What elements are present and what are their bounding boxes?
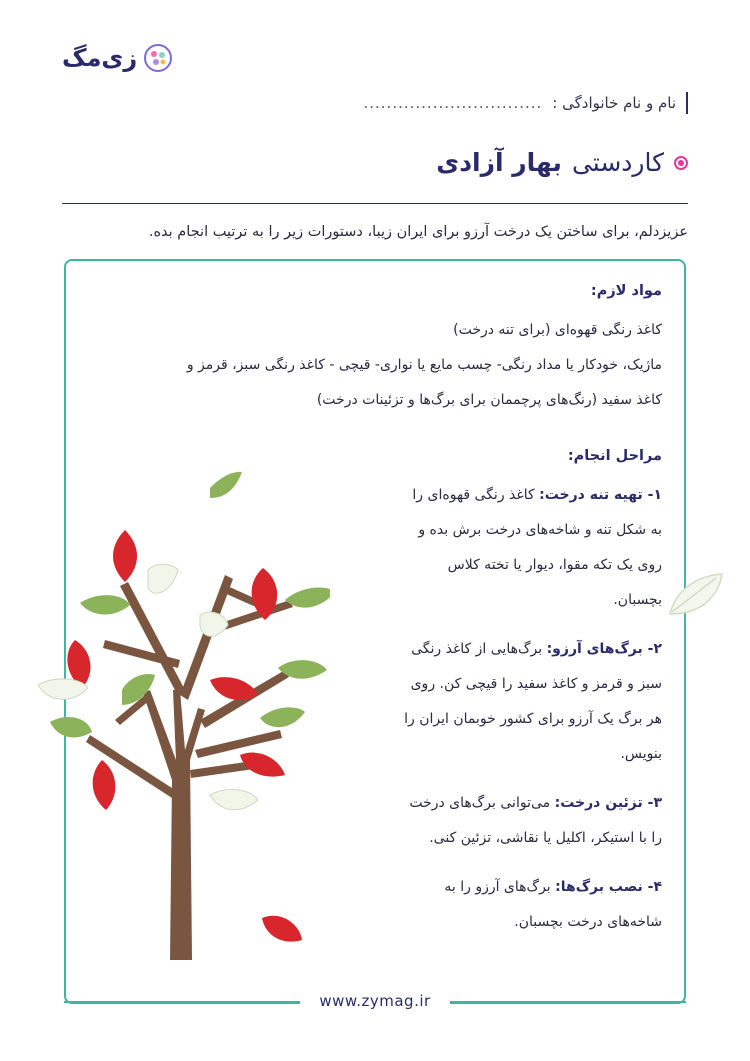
- step-title: ۱- تهیه تنه درخت:: [539, 487, 662, 503]
- step-item: [397, 786, 662, 856]
- logo: [62, 38, 177, 78]
- title-bold: بهار آزادی: [436, 148, 562, 177]
- logo-text: زی‌مگ: [62, 44, 138, 72]
- step-title: ۳- تزئین درخت:: [554, 795, 662, 811]
- title-normal: کاردستی: [571, 148, 664, 177]
- materials-line: کاغذ سفید (رنگ‌های پرچممان برای برگ‌ها و تزئینات درخت): [316, 392, 662, 408]
- step-text: برگ‌های آرزو را به شاخه‌های درخت بچسبان.: [444, 879, 662, 930]
- step-text: برگ‌هایی از کاغذ رنگی سبز و قرمز و کاغذ سفید را قیچی کن. روی هر برگ یک آرزو برای کشور خوبمان ایران را بنویس.: [404, 641, 662, 762]
- step-text: کاغذ رنگی قهوه‌ای را به شکل تنه و شاخه‌های درخت برش بده و روی یک تکه مقوا، دیوار یا تخته کلاس بچسبان.: [412, 487, 662, 608]
- step-title: ۴- نصب برگ‌ها:: [555, 879, 662, 895]
- instructions: [182, 283, 662, 954]
- step-item: [397, 478, 662, 618]
- materials-line: ماژیک، خودکار یا مداد رنگی- چسب مایع یا نواری- قیچی - کاغذ رنگی سبز، قرمز و: [186, 357, 662, 373]
- footer-url[interactable]: www.zymag.ir: [300, 992, 450, 1010]
- side-leaf-decoration: [666, 570, 726, 618]
- step-title: ۲- برگ‌های آرزو:: [546, 641, 662, 657]
- name-field-dots: ...............................: [363, 94, 543, 112]
- footer-rule-right: [446, 1001, 686, 1003]
- logo-icon: [143, 43, 173, 73]
- footer-rule-left: [64, 1001, 304, 1003]
- steps-heading: مراحل انجام:: [567, 448, 662, 464]
- leaf-red: [93, 760, 116, 810]
- step-text: می‌توانی برگ‌های درخت را با استیکر، اکلیل یا نقاشی، تزئین کنی.: [409, 795, 662, 846]
- name-field: [288, 92, 688, 114]
- title-bullet-icon: [674, 156, 688, 170]
- leaf-white: [148, 564, 178, 593]
- materials-line: کاغذ رنگی قهوه‌ای (برای تنه درخت): [453, 322, 662, 338]
- leaf-red: [113, 530, 137, 582]
- leaf-green: [80, 595, 130, 614]
- leaf-white: [38, 679, 88, 700]
- leaf-green: [50, 717, 92, 737]
- intro-text: عزیزدلم، برای ساختن یک درخت آرزو برای ایران زیبا، دستورات زیر را به ترتیب انجام بده.: [148, 224, 688, 240]
- step-item: [397, 870, 662, 940]
- title-divider: [62, 203, 688, 204]
- name-field-label: نام و نام خانوادگی :: [552, 94, 676, 112]
- name-field-bar: [686, 92, 688, 114]
- page-title: [436, 148, 688, 177]
- materials-heading: مواد لازم:: [590, 283, 662, 299]
- step-item: [397, 632, 662, 772]
